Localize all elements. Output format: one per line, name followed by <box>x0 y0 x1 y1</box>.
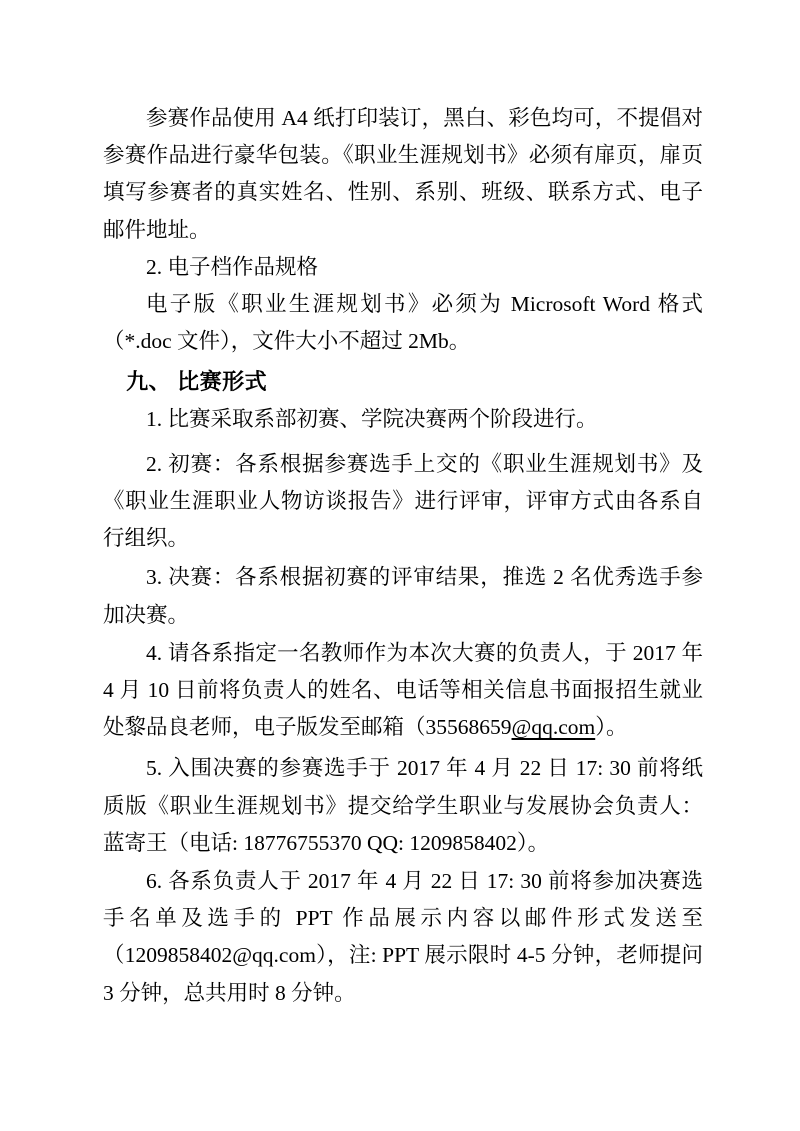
item-4-email-underlined-part: @qq.com <box>511 715 596 740</box>
section-heading-competition-format: 九、 比赛形式 <box>126 369 268 395</box>
paragraph-item-2-preliminary: 2. 初赛：各系根据参赛选手上交的《职业生涯规划书》及《职业生涯职业人物访谈报告》进行评审，评审方式由各系自行组织。 <box>103 451 703 551</box>
paragraph-efile-spec-title: 2. 电子档作品规格 <box>146 254 319 279</box>
item-4-text-before-email: 4. 请各系指定一名教师作为本次大赛的负责人，于 2017 年 4 月 10 日前将负责人的姓名、电话等相关信息书面报招生就业处黎品良老师，电子版发至邮箱（35568659 <box>103 640 703 740</box>
paragraph-print-binding-spec: 参赛作品使用 A4 纸打印装订，黑白、彩色均可，不提倡对参赛作品进行豪华包装。《职业生涯规划书》必须有扉页，扉页填写参赛者的真实姓名、性别、系别、班级、联系方式、电子邮件地址。 <box>103 106 703 242</box>
paragraph-item-4-teacher-contact <box>103 635 703 747</box>
paragraph-item-1-stages: 1. 比赛采取系部初赛、学院决赛两个阶段进行。 <box>146 406 598 431</box>
paragraph-item-3-final: 3. 决赛：各系根据初赛的评审结果，推选 2 名优秀选手参加决赛。 <box>103 565 703 627</box>
paragraph-item-5-paper-submission: 5. 入围决赛的参赛选手于 2017 年 4 月 22 日 17: 30 前将纸质版《职业生涯规划书》提交给学生职业与发展协会负责人：蓝寄王（电话: 18776755370 QQ: 1209858402）。 <box>103 756 703 855</box>
item-4-text-after-email: ）。 <box>595 715 628 740</box>
paragraph-item-6-ppt-submission: 6. 各系负责人于 2017 年 4 月 22 日 17: 30 前将参加决赛选手名单及选手的 PPT 作品展示内容以邮件形式发送至（1209858402@qq.com），注: PPT 展示限时 4-5 分钟，老师提问 3 分钟，总共用时 8 分钟。 <box>103 869 703 1005</box>
paragraph-efile-spec-body: 电子版《职业生涯规划书》必须为 Microsoft Word 格式（*.doc 文件），文件大小不超过 2Mb。 <box>103 292 703 354</box>
